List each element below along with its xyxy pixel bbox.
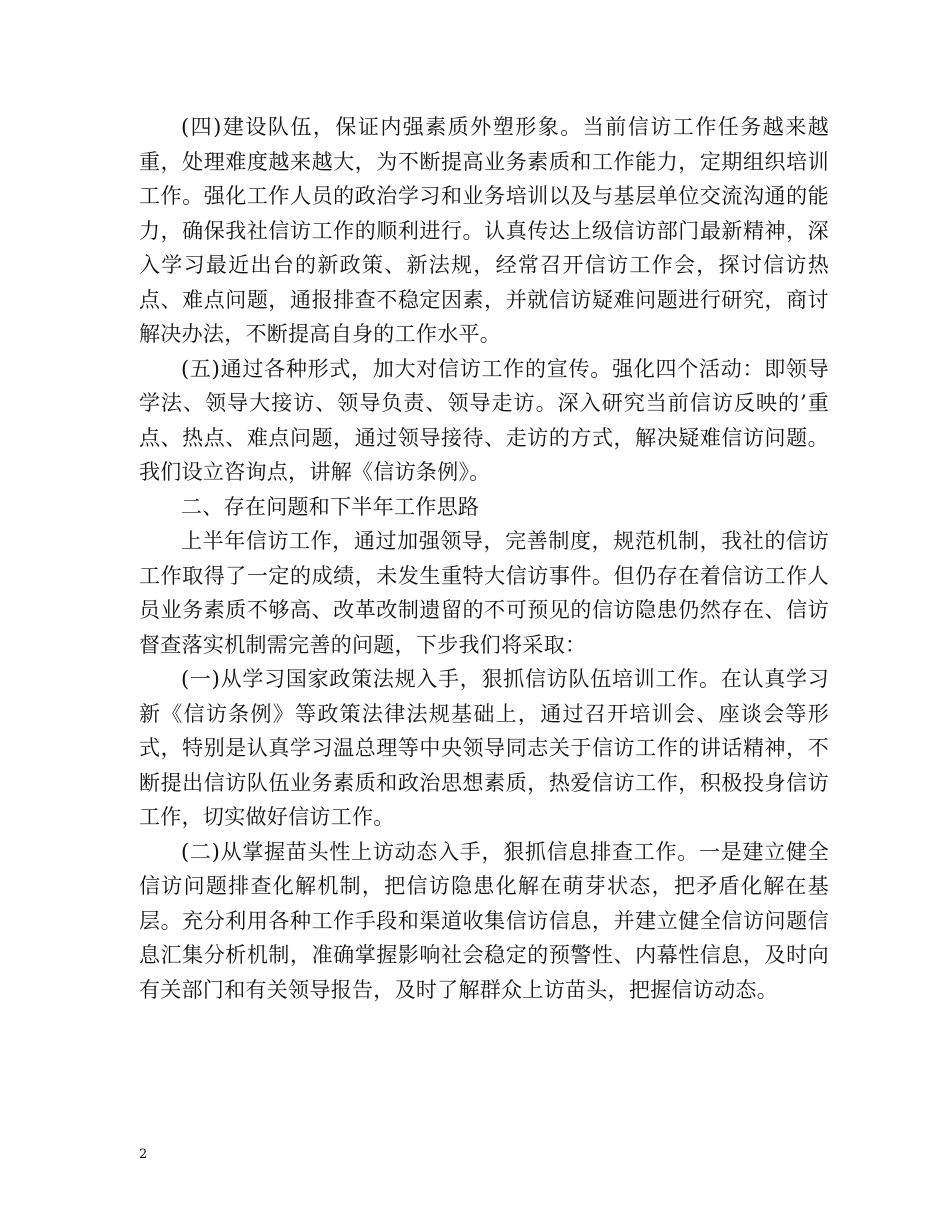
body-text <box>139 110 829 1007</box>
page-number: 2 <box>139 1147 148 1162</box>
paragraph-section-4: (四)建设队伍，保证内强素质外塑形象。当前信访工作任务越来越重，处理难度越来越大，为不断提高业务素质和工作能力，定期组织培训工作。强化工作人员的政治学习和业务培训以及与基层单位交流沟通的能力，确保我社信访工作的顺利进行。认真传达上级信访部门最新精神，深入学习最近出台的新政策、新法规，经常召开信访工作会，探讨信访热点、难点问题，通报排查不稳定因素，并就信访疑难问题进行研究，商讨解决办法，不断提高自身的工作水平。 <box>139 115 829 346</box>
paragraph-plan-1: (一)从学习国家政策法规入手，狠抓信访队伍培训工作。在认真学习新《信访条例》等政策法律法规基础上，通过召开培训会、座谈会等形式，特别是认真学习温总理等中央领导同志关于信访工作的讲话精神，不断提出信访队伍业务素质和政治思想素质，热爱信访工作，积极投身信访工作，切实做好信访工作。 <box>139 667 829 829</box>
paragraph-plan-2: (二)从掌握苗头性上访动态入手，狠抓信息排查工作。一是建立健全信访问题排查化解机制，把信访隐患化解在萌芽状态，把矛盾化解在基层。充分利用各种工作手段和渠道收集信访信息，并建立健全信访问题信息汇集分析机制，准确掌握影响社会稳定的预警性、内幕性信息，及时向有关部门和有关领导报告，及时了解群众上访苗头，把握信访动态。 <box>139 839 829 1002</box>
section-heading: 二、存在问题和下半年工作思路 <box>181 494 480 519</box>
paragraph-section-5: (五)通过各种形式，加大对信访工作的宣传。强化四个活动：即领导学法、领导大接访、领导负责、领导走访。深入研究当前信访反映的’重点、热点、难点问题，通过领导接待、走访的方式，解决疑难信访问题。我们设立咨询点，讲解《信访条例》。 <box>139 356 829 484</box>
paragraph-summary: 上半年信访工作，通过加强领导，完善制度，规范机制，我社的信访工作取得了一定的成绩，未发生重特大信访事件。但仍存在着信访工作人员业务素质不够高、改革改制遗留的不可预见的信访隐患仍然存在、信访督查落实机制需完善的问题，下步我们将采取： <box>139 529 829 657</box>
